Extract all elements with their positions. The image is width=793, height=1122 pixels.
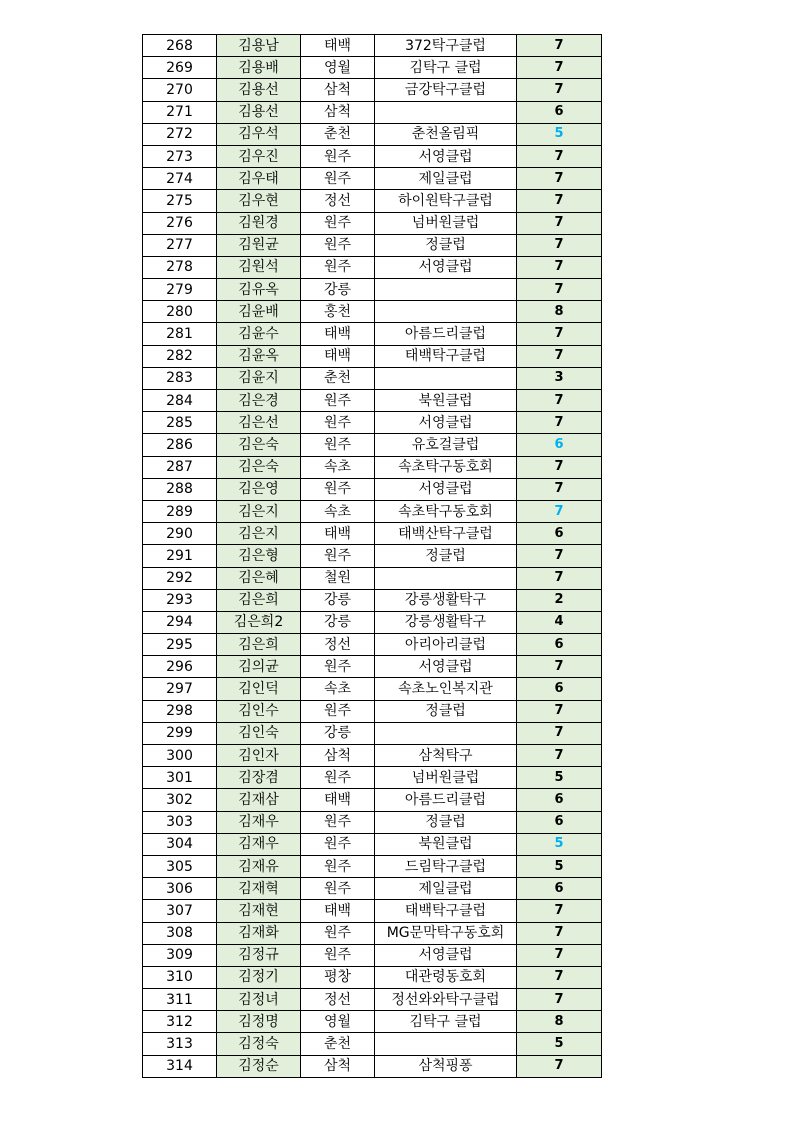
club-cell: 정선와와탁구클럽: [375, 989, 517, 1011]
score-cell: 5: [517, 123, 602, 145]
name-cell: 김정녀: [217, 989, 301, 1011]
name-cell: 김은선: [217, 412, 301, 434]
club-cell: 유호걸클럽: [375, 434, 517, 456]
row-number-cell: 271: [143, 101, 217, 123]
name-cell: 김인덕: [217, 678, 301, 700]
club-cell: [375, 301, 517, 323]
score-cell: 7: [517, 456, 602, 478]
region-cell: 원주: [301, 145, 375, 167]
row-number-cell: 274: [143, 168, 217, 190]
row-number-cell: 270: [143, 79, 217, 101]
score-cell: 7: [517, 700, 602, 722]
name-cell: 김우현: [217, 190, 301, 212]
club-cell: 제일클럽: [375, 168, 517, 190]
table-row: [143, 123, 602, 145]
score-cell: 5: [517, 1033, 602, 1055]
club-cell: 태백산탁구클럽: [375, 523, 517, 545]
name-cell: 김재삼: [217, 789, 301, 811]
table-row: [143, 767, 602, 789]
name-cell: 김윤수: [217, 323, 301, 345]
table-row: [143, 190, 602, 212]
club-cell: 서영클럽: [375, 478, 517, 500]
club-cell: 속초탁구동호회: [375, 500, 517, 522]
region-cell: 강릉: [301, 589, 375, 611]
score-cell: 7: [517, 922, 602, 944]
table-row: [143, 256, 602, 278]
name-cell: 김재우: [217, 833, 301, 855]
name-cell: 김재현: [217, 900, 301, 922]
region-cell: 정선: [301, 190, 375, 212]
score-cell: 6: [517, 634, 602, 656]
region-cell: 삼척: [301, 745, 375, 767]
name-cell: 김원균: [217, 234, 301, 256]
row-number-cell: 268: [143, 35, 217, 57]
table-row: [143, 57, 602, 79]
row-number-cell: 292: [143, 567, 217, 589]
name-cell: 김은형: [217, 545, 301, 567]
row-number-cell: 295: [143, 634, 217, 656]
region-cell: 원주: [301, 234, 375, 256]
score-cell: 7: [517, 234, 602, 256]
row-number-cell: 313: [143, 1033, 217, 1055]
table-row: [143, 634, 602, 656]
score-cell: 6: [517, 434, 602, 456]
club-cell: 김탁구 클럽: [375, 57, 517, 79]
region-cell: 강릉: [301, 279, 375, 301]
club-cell: [375, 367, 517, 389]
row-number-cell: 301: [143, 767, 217, 789]
name-cell: 김은혜: [217, 567, 301, 589]
region-cell: 원주: [301, 478, 375, 500]
score-cell: 7: [517, 1055, 602, 1077]
name-cell: 김정규: [217, 944, 301, 966]
score-cell: 7: [517, 212, 602, 234]
table-row: [143, 35, 602, 57]
region-cell: 태백: [301, 35, 375, 57]
row-number-cell: 296: [143, 656, 217, 678]
region-cell: 삼척: [301, 101, 375, 123]
table-row: [143, 589, 602, 611]
club-cell: 금강탁구클럽: [375, 79, 517, 101]
row-number-cell: 269: [143, 57, 217, 79]
row-number-cell: 288: [143, 478, 217, 500]
score-cell: 7: [517, 279, 602, 301]
score-cell: 7: [517, 545, 602, 567]
club-cell: [375, 279, 517, 301]
region-cell: 원주: [301, 833, 375, 855]
table-row: [143, 900, 602, 922]
region-cell: 태백: [301, 345, 375, 367]
region-cell: 삼척: [301, 1055, 375, 1077]
row-number-cell: 290: [143, 523, 217, 545]
region-cell: 원주: [301, 700, 375, 722]
region-cell: 태백: [301, 900, 375, 922]
row-number-cell: 302: [143, 789, 217, 811]
club-cell: 정클럽: [375, 811, 517, 833]
name-cell: 김용남: [217, 35, 301, 57]
club-cell: [375, 722, 517, 744]
club-cell: 태백탁구클럽: [375, 345, 517, 367]
club-cell: 정클럽: [375, 545, 517, 567]
row-number-cell: 306: [143, 878, 217, 900]
club-cell: 대관령동호회: [375, 966, 517, 988]
member-table: [142, 34, 602, 1078]
table-row: [143, 345, 602, 367]
club-cell: 속초탁구동호회: [375, 456, 517, 478]
score-cell: 7: [517, 390, 602, 412]
row-number-cell: 297: [143, 678, 217, 700]
region-cell: 원주: [301, 212, 375, 234]
name-cell: 김은희: [217, 634, 301, 656]
row-number-cell: 276: [143, 212, 217, 234]
row-number-cell: 312: [143, 1011, 217, 1033]
name-cell: 김인자: [217, 745, 301, 767]
club-cell: 넘버원클럽: [375, 767, 517, 789]
row-number-cell: 275: [143, 190, 217, 212]
score-cell: 5: [517, 855, 602, 877]
score-cell: 7: [517, 900, 602, 922]
club-cell: 북원클럽: [375, 390, 517, 412]
row-number-cell: 280: [143, 301, 217, 323]
score-cell: 7: [517, 745, 602, 767]
table-row: [143, 434, 602, 456]
table-row: [143, 500, 602, 522]
score-cell: 8: [517, 1011, 602, 1033]
score-cell: 3: [517, 367, 602, 389]
club-cell: 서영클럽: [375, 256, 517, 278]
region-cell: 원주: [301, 168, 375, 190]
club-cell: 태백탁구클럽: [375, 900, 517, 922]
table-row: [143, 523, 602, 545]
region-cell: 원주: [301, 878, 375, 900]
name-cell: 김의균: [217, 656, 301, 678]
row-number-cell: 305: [143, 855, 217, 877]
score-cell: 7: [517, 57, 602, 79]
score-cell: 7: [517, 944, 602, 966]
name-cell: 김정숙: [217, 1033, 301, 1055]
table-row: [143, 545, 602, 567]
score-cell: 6: [517, 811, 602, 833]
row-number-cell: 299: [143, 722, 217, 744]
name-cell: 김은희2: [217, 611, 301, 633]
table-row: [143, 168, 602, 190]
club-cell: 드림탁구클럽: [375, 855, 517, 877]
region-cell: 원주: [301, 944, 375, 966]
row-number-cell: 277: [143, 234, 217, 256]
score-cell: 7: [517, 145, 602, 167]
region-cell: 원주: [301, 855, 375, 877]
row-number-cell: 272: [143, 123, 217, 145]
club-cell: 정클럽: [375, 234, 517, 256]
table-row: [143, 456, 602, 478]
region-cell: 정선: [301, 989, 375, 1011]
name-cell: 김재화: [217, 922, 301, 944]
region-cell: 홍천: [301, 301, 375, 323]
name-cell: 김윤배: [217, 301, 301, 323]
club-cell: [375, 1033, 517, 1055]
score-cell: 7: [517, 168, 602, 190]
club-cell: 강릉생활탁구: [375, 611, 517, 633]
table-row: [143, 101, 602, 123]
row-number-cell: 300: [143, 745, 217, 767]
region-cell: 강릉: [301, 722, 375, 744]
table-row: [143, 855, 602, 877]
region-cell: 강릉: [301, 611, 375, 633]
score-cell: 7: [517, 989, 602, 1011]
row-number-cell: 310: [143, 966, 217, 988]
name-cell: 김용선: [217, 79, 301, 101]
region-cell: 원주: [301, 434, 375, 456]
table-row: [143, 811, 602, 833]
name-cell: 김은숙: [217, 434, 301, 456]
score-cell: 5: [517, 833, 602, 855]
row-number-cell: 284: [143, 390, 217, 412]
region-cell: 원주: [301, 656, 375, 678]
region-cell: 영월: [301, 57, 375, 79]
table-row: [143, 745, 602, 767]
region-cell: 태백: [301, 523, 375, 545]
name-cell: 김은숙: [217, 456, 301, 478]
table-row: [143, 833, 602, 855]
table-row: [143, 922, 602, 944]
club-cell: 삼척핑퐁: [375, 1055, 517, 1077]
score-cell: 4: [517, 611, 602, 633]
score-cell: 6: [517, 789, 602, 811]
club-cell: 372탁구클럽: [375, 35, 517, 57]
table-row: [143, 567, 602, 589]
table-row: [143, 700, 602, 722]
region-cell: 원주: [301, 390, 375, 412]
score-cell: 7: [517, 722, 602, 744]
row-number-cell: 282: [143, 345, 217, 367]
region-cell: 춘천: [301, 1033, 375, 1055]
score-cell: 7: [517, 345, 602, 367]
club-cell: 춘천올림픽: [375, 123, 517, 145]
name-cell: 김우태: [217, 168, 301, 190]
region-cell: 춘천: [301, 367, 375, 389]
row-number-cell: 307: [143, 900, 217, 922]
club-cell: 아름드리클럽: [375, 789, 517, 811]
region-cell: 삼척: [301, 79, 375, 101]
table-row: [143, 412, 602, 434]
score-cell: 7: [517, 478, 602, 500]
name-cell: 김원석: [217, 256, 301, 278]
table-row: [143, 1033, 602, 1055]
club-cell: [375, 567, 517, 589]
table-row: [143, 212, 602, 234]
table-row: [143, 79, 602, 101]
region-cell: 평창: [301, 966, 375, 988]
row-number-cell: 273: [143, 145, 217, 167]
table-row: [143, 279, 602, 301]
table-row: [143, 878, 602, 900]
table-row: [143, 966, 602, 988]
club-cell: 서영클럽: [375, 944, 517, 966]
club-cell: 강릉생활탁구: [375, 589, 517, 611]
score-cell: 7: [517, 412, 602, 434]
row-number-cell: 314: [143, 1055, 217, 1077]
score-cell: 7: [517, 656, 602, 678]
name-cell: 김윤옥: [217, 345, 301, 367]
region-cell: 태백: [301, 323, 375, 345]
row-number-cell: 293: [143, 589, 217, 611]
row-number-cell: 285: [143, 412, 217, 434]
name-cell: 김은희: [217, 589, 301, 611]
score-cell: 7: [517, 966, 602, 988]
table-row: [143, 323, 602, 345]
score-cell: 7: [517, 323, 602, 345]
club-cell: 서영클럽: [375, 412, 517, 434]
table-row: [143, 611, 602, 633]
table-row: [143, 367, 602, 389]
name-cell: 김장겸: [217, 767, 301, 789]
name-cell: 김은지: [217, 500, 301, 522]
region-cell: 정선: [301, 634, 375, 656]
club-cell: 삼척탁구: [375, 745, 517, 767]
row-number-cell: 278: [143, 256, 217, 278]
region-cell: 원주: [301, 545, 375, 567]
table-row: [143, 145, 602, 167]
table-row: [143, 234, 602, 256]
region-cell: 원주: [301, 767, 375, 789]
region-cell: 속초: [301, 678, 375, 700]
score-cell: 5: [517, 767, 602, 789]
score-cell: 6: [517, 523, 602, 545]
name-cell: 김재유: [217, 855, 301, 877]
name-cell: 김원경: [217, 212, 301, 234]
table-row: [143, 1055, 602, 1077]
score-cell: 7: [517, 500, 602, 522]
name-cell: 김용배: [217, 57, 301, 79]
club-cell: 넘버원클럽: [375, 212, 517, 234]
score-cell: 6: [517, 878, 602, 900]
club-cell: 정클럽: [375, 700, 517, 722]
score-cell: 6: [517, 101, 602, 123]
table-row: [143, 478, 602, 500]
score-cell: 6: [517, 678, 602, 700]
club-cell: 김탁구 클럽: [375, 1011, 517, 1033]
name-cell: 김인수: [217, 700, 301, 722]
row-number-cell: 291: [143, 545, 217, 567]
name-cell: 김은경: [217, 390, 301, 412]
row-number-cell: 283: [143, 367, 217, 389]
table-row: [143, 789, 602, 811]
score-cell: 7: [517, 567, 602, 589]
name-cell: 김용선: [217, 101, 301, 123]
name-cell: 김유옥: [217, 279, 301, 301]
row-number-cell: 294: [143, 611, 217, 633]
club-cell: 하이원탁구클럽: [375, 190, 517, 212]
row-number-cell: 289: [143, 500, 217, 522]
region-cell: 춘천: [301, 123, 375, 145]
row-number-cell: 279: [143, 279, 217, 301]
row-number-cell: 281: [143, 323, 217, 345]
region-cell: 원주: [301, 256, 375, 278]
row-number-cell: 311: [143, 989, 217, 1011]
name-cell: 김정순: [217, 1055, 301, 1077]
club-cell: 서영클럽: [375, 656, 517, 678]
region-cell: 철원: [301, 567, 375, 589]
club-cell: 제일클럽: [375, 878, 517, 900]
row-number-cell: 308: [143, 922, 217, 944]
score-cell: 8: [517, 301, 602, 323]
row-number-cell: 309: [143, 944, 217, 966]
table-row: [143, 944, 602, 966]
score-cell: 7: [517, 79, 602, 101]
name-cell: 김정명: [217, 1011, 301, 1033]
region-cell: 속초: [301, 500, 375, 522]
score-cell: 7: [517, 190, 602, 212]
region-cell: 원주: [301, 811, 375, 833]
row-number-cell: 298: [143, 700, 217, 722]
name-cell: 김은영: [217, 478, 301, 500]
club-cell: 속초노인복지관: [375, 678, 517, 700]
row-number-cell: 303: [143, 811, 217, 833]
club-cell: 아름드리클럽: [375, 323, 517, 345]
table-row: [143, 301, 602, 323]
row-number-cell: 304: [143, 833, 217, 855]
name-cell: 김재혁: [217, 878, 301, 900]
region-cell: 속초: [301, 456, 375, 478]
row-number-cell: 287: [143, 456, 217, 478]
name-cell: 김정기: [217, 966, 301, 988]
club-cell: 서영클럽: [375, 145, 517, 167]
score-cell: 7: [517, 35, 602, 57]
table-row: [143, 1011, 602, 1033]
score-cell: 2: [517, 589, 602, 611]
score-cell: 7: [517, 256, 602, 278]
table-body: [143, 35, 602, 1078]
club-cell: 아리아리클럽: [375, 634, 517, 656]
table-row: [143, 678, 602, 700]
region-cell: 원주: [301, 922, 375, 944]
club-cell: 북원클럽: [375, 833, 517, 855]
region-cell: 영월: [301, 1011, 375, 1033]
table-row: [143, 989, 602, 1011]
region-cell: 태백: [301, 789, 375, 811]
region-cell: 원주: [301, 412, 375, 434]
name-cell: 김은지: [217, 523, 301, 545]
name-cell: 김우석: [217, 123, 301, 145]
name-cell: 김재우: [217, 811, 301, 833]
club-cell: [375, 101, 517, 123]
club-cell: MG문막탁구동호회: [375, 922, 517, 944]
name-cell: 김윤지: [217, 367, 301, 389]
row-number-cell: 286: [143, 434, 217, 456]
name-cell: 김인숙: [217, 722, 301, 744]
table-row: [143, 656, 602, 678]
name-cell: 김우진: [217, 145, 301, 167]
table-row: [143, 722, 602, 744]
table-row: [143, 390, 602, 412]
